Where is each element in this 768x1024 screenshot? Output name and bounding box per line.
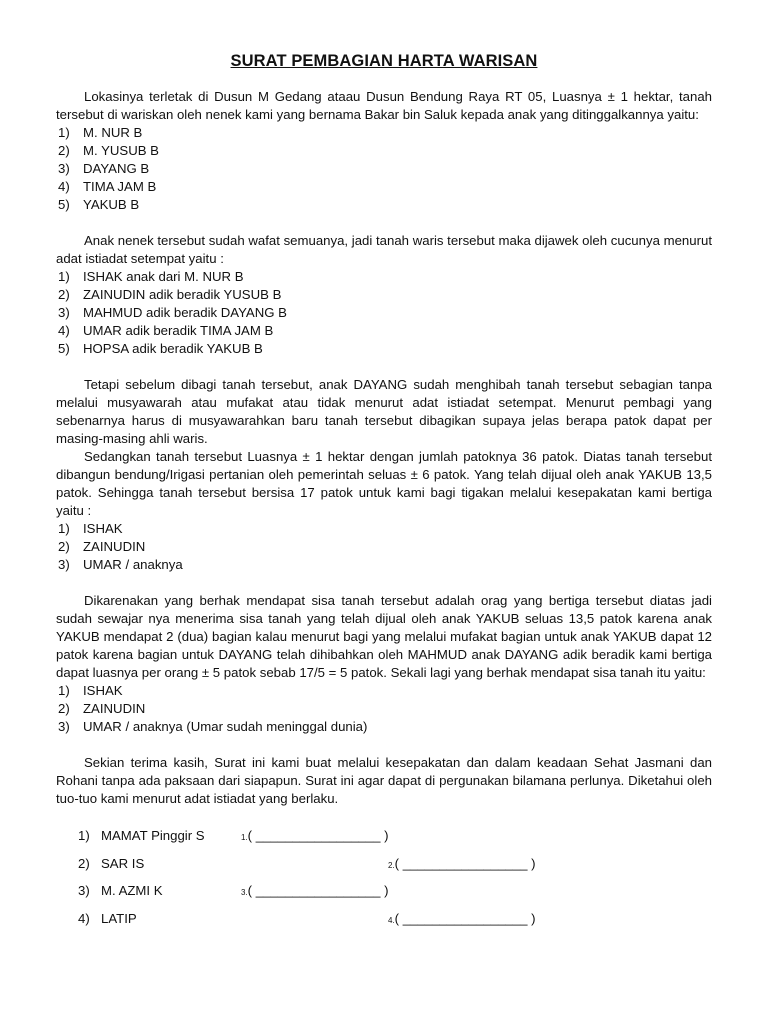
- signer-name: SAR IS: [101, 855, 145, 871]
- signer-name: LATIP: [101, 910, 137, 926]
- list-item: 2) ZAINUDIN: [58, 701, 146, 716]
- list-item: 1) ISHAK: [58, 521, 123, 536]
- paragraph-closing: Sekian terima kasih, Surat ini kami buat melalui kesepakatan dan dalam keadaan Sehat Jasmani dan Rohani tanpa ada paksaan dari siapapun. Surat ini agar dapat di pergunakan bilamana perlunya. Diketahui oleh tuo-tuo kami menurut adat istiadat yang berlaku.: [56, 755, 712, 806]
- signature-row: 3) M. AZMI K 3.( _________________ ): [56, 882, 712, 910]
- spacer: [56, 574, 712, 592]
- signature-line: 4.( _________________ ): [388, 910, 536, 926]
- paragraph-division: Dikarenakan yang berhak mendapat sisa tanah tersebut adalah orag yang bertiga tersebut diatas jadi sudah sewajar nya menerima sisa tanah yang telah dijual oleh anak YAKUB seluas 13,5 patok karena anak YAKUB mendapat 2 (dua) bagian kalau menurut bagi yang melalui mufakat bagian untuk anak YAKUB dapat 12 patok karena bagian untuk DAYANG telah dihibahkan oleh MAHMUD anak DAYANG adik beradik kami bertiga dapat luasnya per orang ± 5 patok sebab 17/5 = 5 patok. Sekali lagi yang berhak mendapat sisa tanah itu yaitu:: [56, 593, 712, 680]
- spacer: [56, 808, 712, 827]
- list-item: 4) UMAR adik beradik TIMA JAM B: [58, 323, 274, 338]
- signature-row: 4) LATIP 4.( _________________ ): [56, 910, 712, 938]
- list-item: 1) M. NUR B: [58, 125, 143, 140]
- list-heirs: [56, 124, 712, 214]
- paragraph-location: Lokasinya terletak di Dusun M Gedang ataau Dusun Bendung Raya RT 05, Luasnya ± 1 hektar, tanah tersebut di wariskan oleh nenek kami yang bernama Bakar bin Saluk kepada anak yang ditinggalkannya yaitu:: [56, 89, 712, 122]
- list-item: 3) UMAR / anaknya (Umar sudah meninggal dunia): [58, 719, 368, 734]
- signature-row: 1) MAMAT Pinggir S 1.( _________________ ): [56, 827, 712, 855]
- list-grandchildren: [56, 268, 712, 358]
- signature-line: 1.( _________________ ): [241, 828, 389, 843]
- list-item: 2) ZAINUDIN adik beradik YUSUB B: [58, 287, 282, 302]
- signature-list: [56, 827, 712, 937]
- paragraph-area: Sedangkan tanah tersebut Luasnya ± 1 hektar dengan jumlah patoknya 36 patok. Diatas tanah tersebut dibangun bendung/Irigasi pertanian oleh pemerintah seluas ± 6 patok. Yang telah dijual oleh anak YAKUB 13,5 patok. Sehingga tanah tersebut bersisa 17 patok untuk kami bagi tigakan melalui kesepakatan kami bertiga yaitu :: [56, 449, 712, 518]
- list-item: 3) UMAR / anaknya: [58, 557, 183, 572]
- list-three-heirs: [56, 520, 712, 574]
- list-item: 1) ISHAK: [58, 683, 123, 698]
- signature-line: 2.( _________________ ): [388, 855, 536, 871]
- signature-row: 2) SAR IS 2.( _________________ ): [56, 855, 712, 883]
- list-item: 2) ZAINUDIN: [58, 539, 146, 554]
- spacer: [56, 214, 712, 232]
- spacer: [56, 358, 712, 376]
- list-final-heirs: [56, 682, 712, 736]
- spacer: [56, 736, 712, 754]
- list-item: 5) YAKUB B: [58, 197, 140, 212]
- list-item: 5) HOPSA adik beradik YAKUB B: [58, 341, 263, 356]
- paragraph-grandchildren: Anak nenek tersebut sudah wafat semuanya, jadi tanah waris tersebut maka dijawek oleh cucunya menurut adat istiadat setempat yaitu :: [56, 233, 712, 266]
- signer-name: M. AZMI K: [101, 883, 163, 898]
- signer-name: MAMAT Pinggir S: [101, 828, 205, 843]
- list-item: 3) MAHMUD adik beradik DAYANG B: [58, 305, 287, 320]
- document-title: SURAT PEMBAGIAN HARTA WARISAN: [230, 52, 538, 70]
- list-item: 1) ISHAK anak dari M. NUR B: [58, 269, 244, 284]
- list-item: 4) TIMA JAM B: [58, 179, 157, 194]
- list-item: 2) M. YUSUB B: [58, 143, 159, 158]
- paragraph-gift: Tetapi sebelum dibagi tanah tersebut, anak DAYANG sudah menghibah tanah tersebut sebagian tanpa melalui musyawarah atau mufakat atau tidak menurut adat istiadat setempat. Menurut pembagi yang sebenarnya harus di musyawarahkan baru tanah tersebut dibagikan supaya jelas berapa patok dapat per masing-masing ahli waris.: [56, 377, 712, 446]
- list-item: 3) DAYANG B: [58, 161, 150, 176]
- signature-line: 3.( _________________ ): [241, 883, 389, 898]
